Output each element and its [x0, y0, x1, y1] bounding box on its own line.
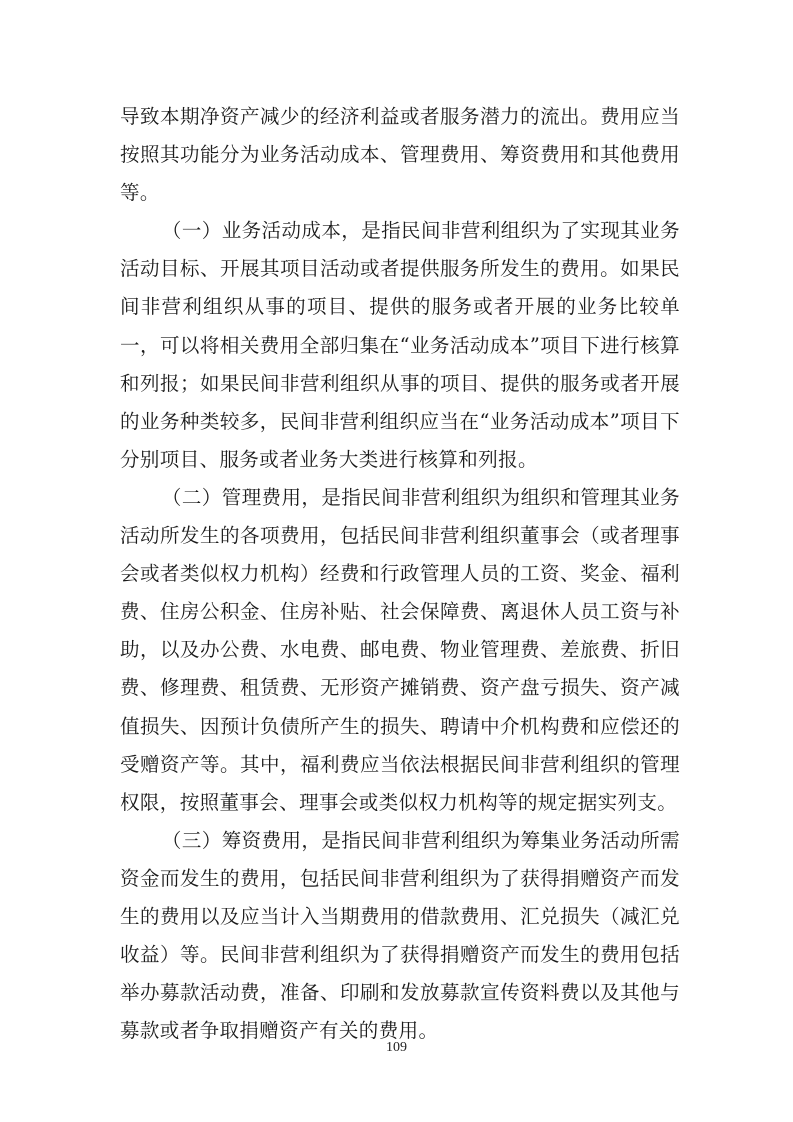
page-number: 109 [386, 1040, 407, 1055]
paragraph-fundraising-expenses: （三）筹资费用，是指民间非营利组织为筹集业务活动所需资金而发生的费用，包括民间非营利组织为了获得捐赠资产而发生的费用以及应当计入当期费用的借款费用、汇兑损失（减汇兑收益）等。民间非营利组织为了获得捐赠资产而发生的费用包括举办募款活动费，准备、印刷和发放募款宣传资料费以及其他与募款或者争取捐赠资产有关的费用。 [120, 828, 680, 1043]
paragraph-management-expenses: （二）管理费用，是指民间非营利组织为组织和管理其业务活动所发生的各项费用，包括民间非营利组织董事会（或者理事会或者类似权力机构）经费和行政管理人员的工资、奖金、福利费、住房公积金、住房补贴、社会保障费、离退休人员工资与补助，以及办公费、水电费、邮电费、物业管理费、差旅费、折旧费、修理费、租赁费、无形资产摊销费、资产盘亏损失、资产减值损失、因预计负债所产生的损失、聘请中介机构费和应偿还的受赠资产等。其中，福利费应当依法根据民间非营利组织的管理权限，按照董事会、理事会或类似权力机构等的规定据实列支。 [120, 485, 680, 814]
paragraph-business-activity-cost: （一）业务活动成本，是指民间非营利组织为了实现其业务活动目标、开展其项目活动或者提供服务所发生的费用。如果民间非营利组织从事的项目、提供的服务或者开展的业务比较单一，可以将相关费用全部归集在“业务活动成本”项目下进行核算和列报；如果民间非营利组织从事的项目、提供的服务或者开展的业务种类较多，民间非营利组织应当在“业务活动成本”项目下分别项目、服务或者业务大类进行核算和列报。 [120, 219, 680, 471]
body-text [120, 98, 680, 1050]
paragraph-continuation: 导致本期净资产减少的经济利益或者服务潜力的流出。费用应当按照其功能分为业务活动成本、管理费用、筹资费用和其他费用等。 [120, 105, 680, 205]
